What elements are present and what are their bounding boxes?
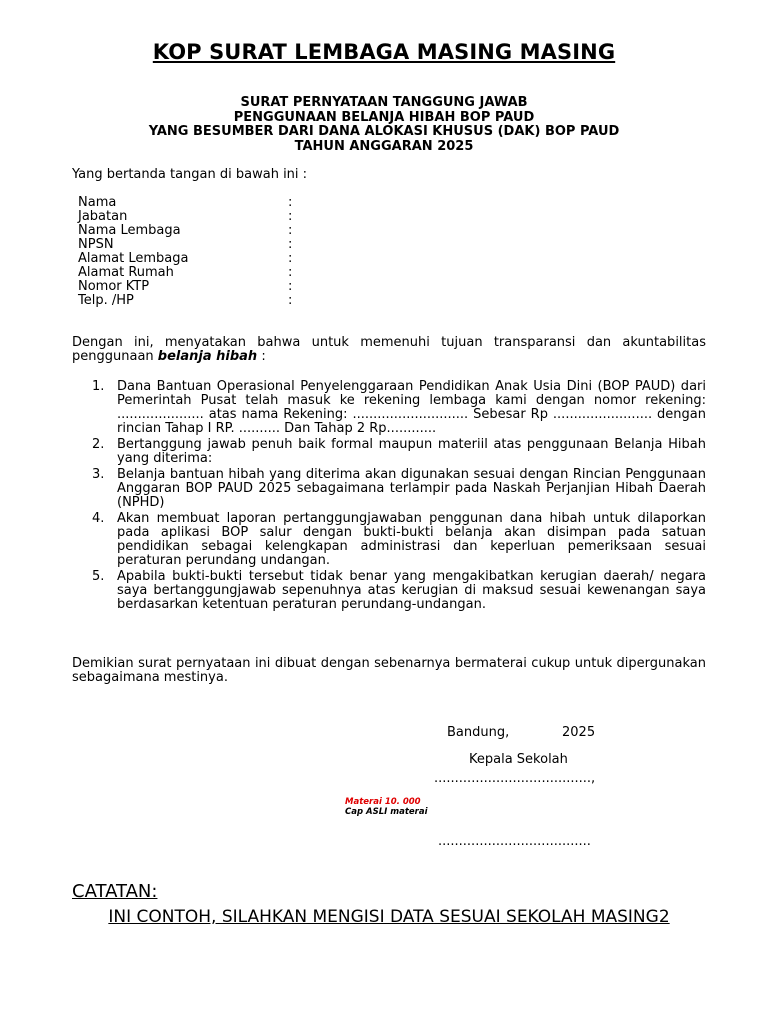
signature-year: 2025 bbox=[562, 725, 596, 740]
field-colon: : bbox=[288, 293, 293, 308]
statement-list bbox=[92, 380, 706, 614]
list-item-number: 3. bbox=[92, 467, 105, 482]
field-label: Jabatan bbox=[78, 209, 128, 224]
list-item-number: 4. bbox=[92, 511, 105, 526]
signature-city: Bandung, bbox=[447, 725, 510, 740]
subtitle-line-1: SURAT PERNYATAAN TANGGUNG JAWAB bbox=[240, 95, 528, 110]
field-row-nomor-ktp bbox=[78, 280, 338, 294]
signature-name-blank: ..................................... bbox=[438, 834, 591, 849]
subtitle-line-4: TAHUN ANGGARAN 2025 bbox=[294, 138, 474, 154]
identity-fields bbox=[78, 196, 338, 308]
list-item bbox=[92, 438, 706, 466]
field-label: Nama Lembaga bbox=[78, 223, 181, 238]
intro-text: Yang bertanda tangan di bawah ini : bbox=[72, 167, 308, 182]
statement-paragraph bbox=[72, 336, 706, 364]
field-colon: : bbox=[288, 265, 293, 280]
field-label: Telp. /HP bbox=[78, 293, 134, 308]
field-label: Nomor KTP bbox=[78, 279, 150, 294]
field-row-nama bbox=[78, 196, 338, 210]
list-item-text: Akan membuat laporan pertanggungjawaban penggunan dana hibah untuk dilaporkan pada aplikasi BOP salur dengan bukti-bukti belanja akan disimpan pada satuan pendidikan sebagai kelengkapan administrasi dan keperluan pemeriksaan sesuai peraturan perundang undangan. bbox=[117, 511, 706, 568]
list-item-text: Dana Bantuan Operasional Penyelenggaraan Pendidikan Anak Usia Dini (BOP PAUD) dari Pemerintah Pusat telah masuk ke rekening lembaga kami dengan nomor rekening: ..................... atas nama Rekening: ............................ Sebesar Rp ........................ dengan rincian Tahap I RP. .......... Dan Tahap 2 Rp............ bbox=[117, 379, 706, 436]
list-item-text: Bertanggung jawab penuh baik formal maupun materiil atas penggunaan Belanja Hibah yang diterima: bbox=[117, 437, 706, 466]
field-row-telp bbox=[78, 294, 338, 308]
field-label: Alamat Lembaga bbox=[78, 251, 189, 266]
list-item-text: Apabila bukti-bukti tersebut tidak benar yang mengakibatkan kerugian daerah/ negara saya bertanggungjawab sepenuhnya atas kerugian di maksud sesuai kewenangan saya berdasarkan ketentuan peraturan perundang-undangan. bbox=[117, 569, 706, 612]
field-colon: : bbox=[288, 223, 293, 238]
list-item-number: 5. bbox=[92, 569, 105, 584]
field-colon: : bbox=[288, 237, 293, 252]
stamp-note-secondary: Cap ASLI materai bbox=[345, 807, 428, 817]
field-row-alamat-rumah bbox=[78, 266, 338, 280]
subtitle-line-3: YANG BESUMBER DARI DANA ALOKASI KHUSUS (DAK) BOP PAUD bbox=[148, 124, 620, 139]
field-row-alamat-lembaga bbox=[78, 252, 338, 266]
subtitle-line-2: PENGGUNAAN BELANJA HIBAH BOP PAUD bbox=[233, 109, 535, 125]
field-colon: : bbox=[288, 209, 293, 224]
signature-blank-top: ......................................, bbox=[434, 771, 596, 786]
list-item bbox=[92, 468, 706, 510]
stamp-note: Materai 10. 000 bbox=[345, 797, 421, 807]
note-label: CATATAN: bbox=[72, 881, 158, 902]
field-label: Nama bbox=[78, 195, 117, 210]
field-label: NPSN bbox=[78, 237, 114, 252]
note-text: INI CONTOH, SILAHKAN MENGISI DATA SESUAI SEKOLAH MASING2 bbox=[108, 907, 670, 927]
field-row-npsn bbox=[78, 238, 338, 252]
list-item-number: 2. bbox=[92, 437, 105, 452]
closing-paragraph: Demikian surat pernyataan ini dibuat dengan sebenarnya bermaterai cukup untuk dipergunakan sebagaimana mestinya. bbox=[72, 656, 706, 685]
field-colon: : bbox=[288, 279, 293, 294]
list-item bbox=[92, 512, 706, 568]
field-row-jabatan bbox=[78, 210, 338, 224]
document-subtitle bbox=[0, 96, 768, 154]
field-colon: : bbox=[288, 195, 293, 210]
letterhead-title: KOP SURAT LEMBAGA MASING MASING bbox=[152, 40, 616, 64]
field-row-nama-lembaga bbox=[78, 224, 338, 238]
signature-role: Kepala Sekolah bbox=[469, 752, 568, 767]
list-item bbox=[92, 570, 706, 612]
list-item-text: Belanja bantuan hibah yang diterima akan digunakan sesuai dengan Rincian Penggunaan Anggaran BOP PAUD 2025 sebagaimana terlampir pada Naskah Perjanjian Hibah Daerah (NPHD) bbox=[117, 467, 706, 510]
statement-text: Dengan ini, menyatakan bahwa untuk memenuhi tujuan transparansi dan akuntabilitas penggunaan bbox=[72, 335, 706, 364]
field-label: Alamat Rumah bbox=[78, 265, 174, 280]
list-item bbox=[92, 380, 706, 436]
statement-suffix: : bbox=[257, 349, 266, 364]
statement-emphasis: belanja hibah bbox=[157, 349, 258, 364]
field-colon: : bbox=[288, 251, 293, 266]
list-item-number: 1. bbox=[92, 379, 105, 394]
